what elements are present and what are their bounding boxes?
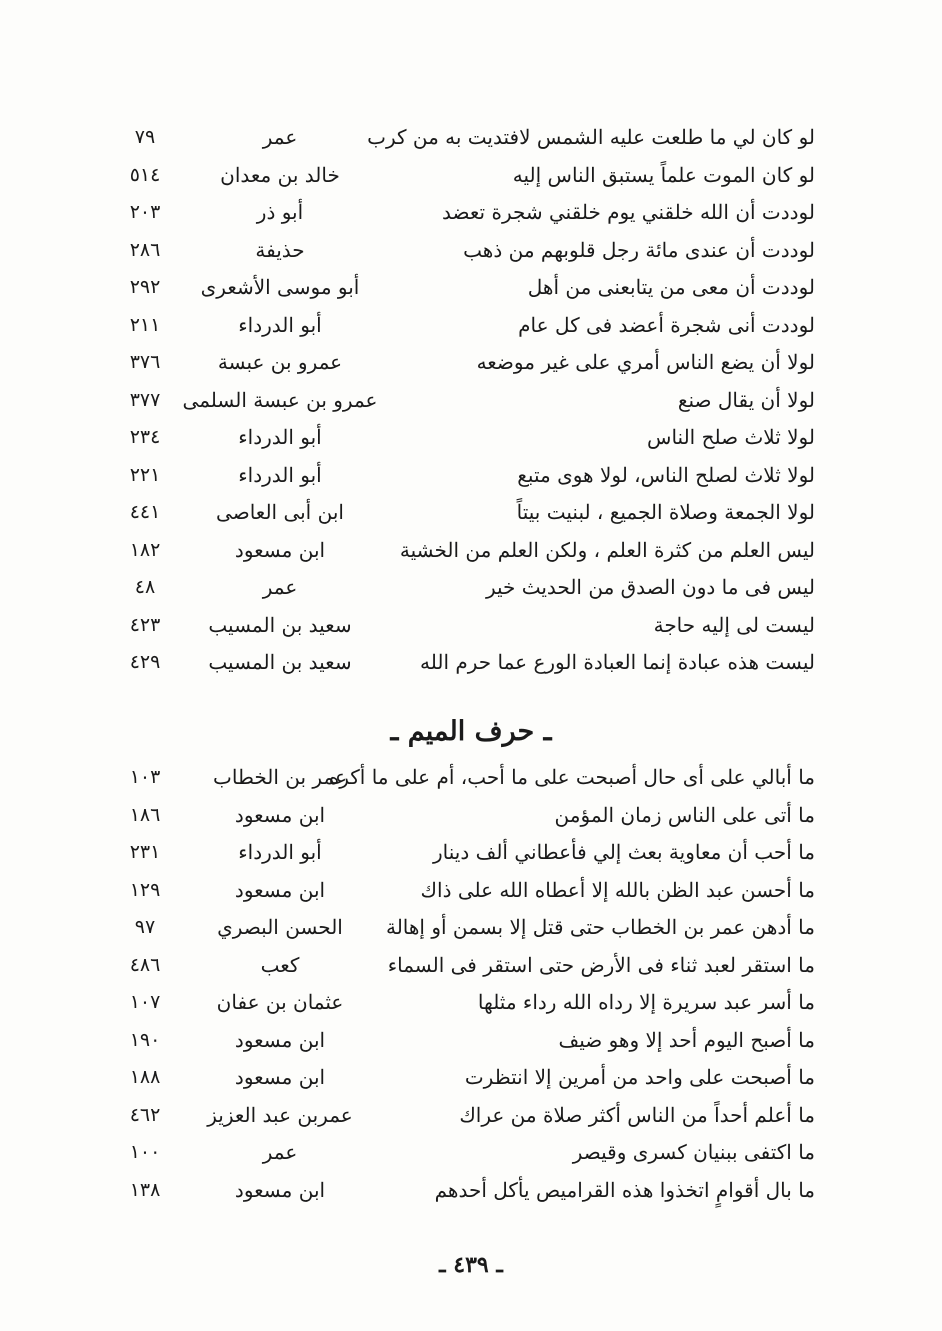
index-row: [100, 383, 830, 421]
index-narrator: حذيفة: [255, 237, 305, 262]
index-narrator: سعيد بن المسيب: [208, 612, 352, 637]
index-row: [100, 608, 830, 646]
index-row: [100, 458, 830, 496]
index-page-ref: ١٠٧: [129, 991, 161, 1013]
index-page-ref: ٤٨: [134, 576, 156, 598]
index-row: [100, 645, 830, 683]
index-row: [100, 1173, 830, 1211]
index-phrase: لولا ثلاث صلح الناس: [647, 425, 815, 449]
index-phrase: ما أبالي على أى حال أصبحت على ما أحب، أم على ما أكره: [328, 765, 815, 789]
index-phrase: ليست هذه عبادة إنما العبادة الورع عما حرم الله: [420, 650, 815, 674]
index-narrator: سعيد بن المسيب: [208, 650, 352, 674]
index-phrase: لولا ثلاث لصلح الناس، لولا هوى متبع: [517, 462, 815, 487]
index-row: [100, 495, 830, 533]
index-narrator: أبو الدرداء: [238, 425, 322, 449]
index-narrator: خالد بن معدان: [220, 162, 340, 187]
index-row: [100, 1060, 830, 1098]
index-row: [100, 948, 830, 986]
index-page-ref: ٩٧: [134, 916, 156, 938]
index-phrase: لو كان الموت علماً يستبق الناس إليه: [512, 162, 815, 187]
index-page-ref: ٢٨٦: [129, 238, 161, 261]
index-phrase: ما اكتفى ببنيان كسرى وقيصر: [572, 1140, 815, 1164]
index-narrator: كعب: [260, 952, 300, 977]
index-page-ref: ١٠٣: [129, 766, 161, 788]
index-narrator: عمر بن الخطاب: [213, 765, 347, 789]
section-heading-mim: ـ حرف الميم ـ: [390, 716, 552, 747]
index-narrator: عمر: [262, 125, 298, 149]
index-page-ref: ١٨٦: [129, 803, 161, 826]
index-phrase: لوددت أنى شجرة أعضد فى كل عام: [518, 312, 815, 337]
index-narrator: أبو الدرداء: [238, 462, 322, 487]
index-phrase: ليست لى إليه حاجة: [653, 612, 815, 637]
index-narrator: الحسن البصري: [217, 915, 343, 939]
index-phrase: لولا أن يقال صنع: [677, 387, 815, 412]
index-section-mim: [100, 760, 830, 1210]
index-phrase: ما أصبحت على واحد من أمرين إلا انتظرت: [464, 1065, 815, 1089]
index-row: [100, 835, 830, 873]
index-page-ref: ١٢٩: [129, 878, 161, 901]
index-page-ref: ٢١١: [129, 313, 161, 336]
index-phrase: ما أسر عبد سريرة إلا رداه الله رداء مثلها: [477, 990, 815, 1014]
index-phrase: ما أصبح اليوم أحد إلا وهو ضيف: [558, 1027, 815, 1052]
index-row: [100, 270, 830, 308]
index-phrase: ما أحب أن معاوية بعث إلي فأعطاني ألف دينار: [433, 840, 815, 864]
index-page-ref: ٤٢٩: [129, 651, 161, 673]
index-page-ref: ٥١٤: [129, 163, 161, 186]
index-narrator: عمر: [262, 575, 298, 599]
index-phrase: لوددت أن معى من يتابعنى من أهل: [527, 275, 815, 299]
index-narrator: أبو ذر: [256, 200, 304, 224]
index-phrase: ما أدهن عمر بن الخطاب حتى قتل إلا بسمن أو إهالة: [385, 915, 815, 939]
index-row: [100, 533, 830, 571]
index-phrase: ليس فى ما دون الصدق من الحديث خير: [485, 575, 815, 599]
index-row: [100, 120, 830, 158]
index-page-ref: ٢٣٤: [129, 426, 161, 448]
index-row: [100, 308, 830, 346]
index-row: [100, 158, 830, 196]
index-page-ref: ١٨٨: [129, 1066, 161, 1088]
index-page-ref: ٤٢٣: [129, 613, 161, 636]
index-page-ref: ١٩٠: [129, 1028, 161, 1051]
index-page-ref: ٢٩٢: [129, 276, 161, 298]
index-phrase: ما أعلم أحداً من الناس أكثر صلاة من عراك: [459, 1102, 815, 1127]
index-page-ref: ٤٦٢: [129, 1103, 161, 1126]
index-page-ref: ٤٨٦: [129, 953, 161, 976]
index-page-ref: ٧٩: [134, 126, 156, 148]
index-row: [100, 910, 830, 948]
index-page-ref: ٤٤١: [129, 501, 161, 523]
index-row: [100, 873, 830, 911]
index-page-ref: ٢٠٣: [129, 201, 161, 223]
index-page-ref: ٣٧٦: [129, 351, 161, 373]
index-narrator: ابن مسعود: [234, 1177, 326, 1202]
index-page-ref: ١٣٨: [129, 1178, 161, 1201]
index-page-ref: ٢٣١: [129, 841, 161, 863]
index-row: [100, 233, 830, 271]
index-phrase: لو كان لي ما طلعت عليه الشمس لافتديت به من كرب: [367, 125, 815, 149]
index-row: [100, 420, 830, 458]
index-row: [100, 798, 830, 836]
index-row: [100, 195, 830, 233]
index-page-ref: ١٨٢: [129, 538, 161, 561]
index-narrator: ابن أبى العاصى: [216, 500, 344, 524]
index-phrase: لوددت أن عندى مائة رجل قلوبهم من ذهب: [463, 237, 815, 262]
index-narrator: أبو الدرداء: [238, 312, 322, 337]
page-number: ـ ٤٣٩ ـ: [439, 1252, 503, 1278]
index-narrator: أبو الدرداء: [238, 840, 322, 864]
index-row: [100, 570, 830, 608]
index-narrator: أبو موسى الأشعرى: [200, 275, 360, 299]
index-narrator: ابن مسعود: [234, 537, 326, 562]
index-narrator: عثمان بن عفان: [216, 990, 344, 1014]
index-row: [100, 1023, 830, 1061]
index-row: [100, 760, 830, 798]
index-phrase: ليس العلم من كثرة العلم ، ولكن العلم من الخشية: [399, 537, 815, 562]
index-page-ref: ١٠٠: [129, 1141, 161, 1163]
index-phrase: ما أحسن عبد الظن بالله إلا أعطاه الله على ذاك: [420, 877, 815, 902]
index-row: [100, 1098, 830, 1136]
index-narrator: ابن مسعود: [234, 877, 326, 902]
index-phrase: ما أتى على الناس زمان المؤمن: [554, 802, 815, 827]
index-row: [100, 985, 830, 1023]
index-narrator: عمرو بن عبسة السلمى: [182, 387, 378, 412]
index-phrase: لولا الجمعة وصلاة الجميع ، لبنيت بيتاً: [516, 500, 815, 524]
index-phrase: لولا أن يضع الناس أمري على غير موضعه: [476, 350, 815, 374]
index-phrase: ما بال أقوامٍ اتخذوا هذه القراميص يأكل أحدهم: [434, 1177, 815, 1202]
index-page-ref: ٢٢١: [129, 463, 161, 486]
index-narrator: عمربن عبد العزيز: [207, 1102, 353, 1127]
index-narrator: عمر: [262, 1140, 298, 1164]
index-section-lam: [100, 120, 830, 683]
index-row: [100, 345, 830, 383]
index-narrator: عمرو بن عبسة: [217, 350, 343, 374]
index-narrator: ابن مسعود: [234, 1065, 326, 1089]
index-row: [100, 1135, 830, 1173]
index-narrator: ابن مسعود: [234, 802, 326, 827]
index-phrase: ما استقر لعبد ثناء فى الأرض حتى استقر فى السماء: [387, 952, 815, 977]
index-phrase: لوددت أن الله خلقني يوم خلقني شجرة تعضد: [442, 200, 815, 224]
index-narrator: ابن مسعود: [234, 1027, 326, 1052]
index-page-ref: ٣٧٧: [129, 388, 161, 411]
